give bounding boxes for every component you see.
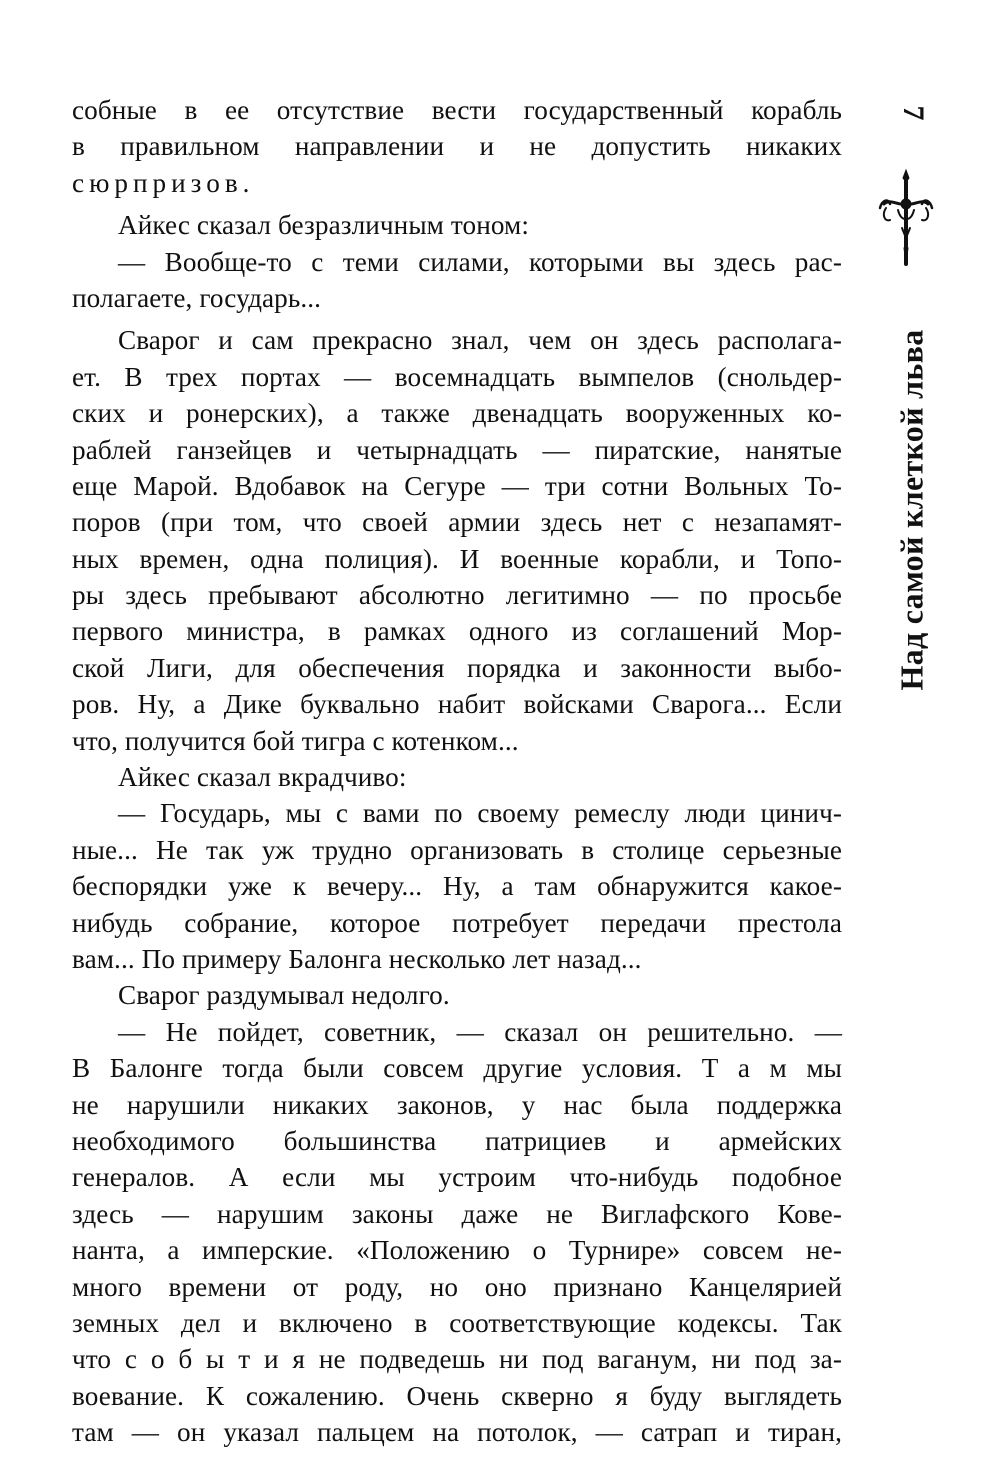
text-line: ских и ронерских), а также двенадцать вооруженных ко-: [72, 398, 842, 429]
text-line: раблей ганзейцев и четырнадцать — пиратские, нанятые: [72, 434, 842, 465]
text-line: еще Марой. Вдобавок на Сегуре — три сотни Вольных То-: [72, 470, 842, 501]
text-line: ской Лиги, для обеспечения порядка и законности выбо-: [72, 652, 842, 683]
text-line: воевание. К сожалению. Очень скверно я буду выглядеть: [72, 1380, 842, 1411]
text-line: В Балонге тогда были совсем другие условия. Т а м мы: [72, 1053, 842, 1084]
text-line: земных дел и включено в соответствующие кодексы. Так: [72, 1307, 842, 1338]
text-line: Сварог раздумывал недолго.: [118, 980, 450, 1011]
text-line: собные в ее отсутствие вести государственный корабль: [72, 95, 842, 125]
text-line: ет. В трех портах — восемнадцать вымпелов (снольдер-: [72, 361, 842, 392]
text-line: Айкес сказал безразличным тоном:: [118, 210, 529, 241]
text-line: ные... Не так уж трудно организовать в столице серьезные: [72, 834, 842, 865]
body-text: [72, 92, 842, 1450]
text-line: необходимого большинства патрициев и армейских: [72, 1125, 842, 1156]
sword-ornament-icon: [874, 168, 938, 268]
text-line: что, получится бой тигра с котенком...: [72, 725, 519, 756]
text-line: ных времен, одна полиция). И военные корабли, и Топо-: [72, 543, 842, 574]
text-line: ры здесь пребывают абсолютно легитимно — по просьбе: [72, 580, 842, 611]
text-line: Сварог и сам прекрасно знал, чем он здесь располага-: [118, 325, 842, 356]
text-line: нанта, а имперские. «Положению о Турнире» совсем не-: [72, 1235, 842, 1266]
text-line: — Вообще-то с теми силами, которыми вы здесь рас-: [118, 246, 842, 277]
text-line: там — он указал пальцем на потолок, — сатрап и тиран,: [72, 1417, 842, 1448]
text-line: — Не пойдет, советник, — сказал он решительно. —: [118, 1016, 842, 1047]
text-line: нибудь собрание, которое потребует передачи престола: [72, 907, 842, 938]
text-line: ров. Ну, а Дике буквально набит войсками Сварога... Если: [72, 689, 842, 720]
text-line: Айкес сказал вкрадчиво:: [118, 762, 407, 793]
text-line: вам... По примеру Балонга несколько лет назад...: [72, 943, 642, 974]
text-line: беспорядки уже к вечеру... Ну, а там обнаружится какое-: [72, 871, 842, 902]
text-line: что с о б ы т и я не подведешь ни под ваганум, ни под за-: [72, 1344, 842, 1375]
text-line: сюрпризов.: [72, 167, 255, 198]
text-line: генералов. А если мы устроим что-нибудь подобное: [72, 1162, 842, 1193]
page-number: 7: [897, 105, 930, 121]
text-line: не нарушили никаких законов, у нас была поддержка: [72, 1089, 842, 1120]
text-line: поров (при том, что своей армии здесь нет с незапамят-: [72, 507, 842, 538]
text-line: много времени от роду, но оно признано Канцелярией: [72, 1271, 842, 1302]
running-title-text: Над самой клеткой льва: [893, 329, 930, 691]
text-line: здесь — нарушим законы даже не Виглафского Кове-: [72, 1198, 842, 1229]
text-line: первого министра, в рамках одного из соглашений Мор-: [72, 616, 842, 647]
text-line: — Государь, мы с вами по своему ремеслу люди цинич-: [118, 798, 842, 829]
text-line: в правильном направлении и не допустить никаких: [72, 131, 842, 162]
text-line: полагаете, государь...: [72, 282, 322, 313]
